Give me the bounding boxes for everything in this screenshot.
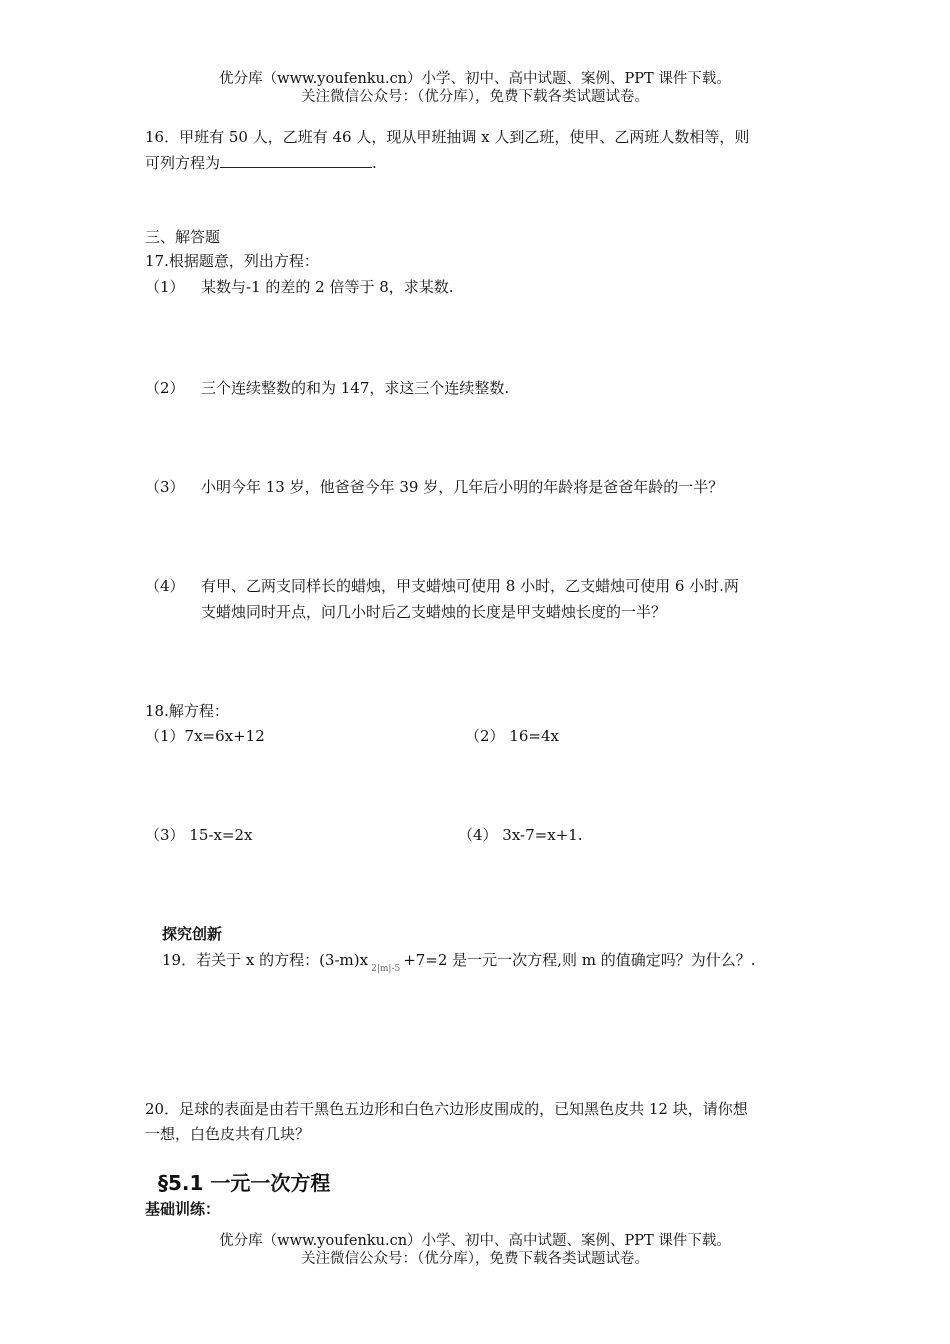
- q16-line-1: 16．甲班有 50 人，乙班有 46 人，现从甲班抽调 x 人到乙班，使甲、乙两班人数相等，则: [145, 128, 750, 146]
- item-text: 小明今年 13 岁，他爸爸今年 39 岁，几年后小明的年龄将是爸爸年龄的一半？: [201, 478, 724, 496]
- q19-prefix: 19．若关于 x 的方程：(3-m)x: [162, 951, 369, 969]
- q19-text: [162, 950, 755, 979]
- q20-line-1: 20．足球的表面是由若干黑色五边形和白色六边形皮围成的，已知黑色皮共 12 块，请你想: [145, 1100, 748, 1118]
- item-text: 某数与-1 的差的 2 倍等于 8，求某数.: [201, 278, 454, 296]
- item-number: （3）: [145, 478, 185, 496]
- footer-line-1: 优分库（www.youfenku.cn）小学、初中、高中试题、案例、PPT 课件下载。: [219, 1233, 731, 1249]
- item-number: （4）: [145, 577, 185, 595]
- item-number: （1）: [145, 278, 185, 296]
- explore-heading: 探究创新: [162, 925, 223, 943]
- q18-eq-1: （1）7x=6x+12: [145, 727, 265, 745]
- q16-line-2: [145, 153, 377, 173]
- q18-title: 18.解方程：: [145, 702, 229, 720]
- q17-title: 17.根据题意，列出方程：: [145, 252, 319, 270]
- q17-item-1: [145, 277, 454, 297]
- answer-blank: [220, 153, 372, 168]
- q18-eq-3: （3） 15-x=2x: [145, 826, 253, 844]
- section-title: §5.1 一元一次方程: [158, 1171, 331, 1195]
- section-heading: 三、解答题: [145, 228, 221, 246]
- q16-suffix: .: [372, 154, 377, 172]
- header-line-2: 关注微信公众号：（优分库），免费下载各类试题试卷。: [301, 89, 649, 105]
- q19-suffix: +7=2 是一元一次方程,则 m 的值确定吗？为什么？.: [403, 951, 756, 969]
- q20-line-2: 一想，白色皮共有几块？: [145, 1125, 311, 1143]
- item-number: （2）: [145, 379, 185, 397]
- q18-eq-4: （4） 3x-7=x+1.: [458, 826, 583, 844]
- header-line-1: 优分库（www.youfenku.cn）小学、初中、高中试题、案例、PPT 课件下载。: [219, 71, 731, 87]
- q19-exponent: 2|m|-5: [371, 964, 401, 974]
- item-text: 有甲、乙两支同样长的蜡烛，甲支蜡烛可使用 8 小时，乙支蜡烛可使用 6 小时.两: [201, 577, 739, 595]
- q18-eq-2: （2） 16=4x: [465, 727, 559, 745]
- q17-item-3: [145, 477, 723, 497]
- q17-item-4-line-2: 支蜡烛同时开点，问几小时后乙支蜡烛的长度是甲支蜡烛长度的一半？: [201, 603, 667, 621]
- basic-training-label: 基础训练：: [145, 1200, 221, 1218]
- q17-item-2: [145, 378, 509, 398]
- q16-prefix: 可列方程为: [145, 154, 221, 172]
- item-text: 三个连续整数的和为 147，求这三个连续整数.: [201, 379, 510, 397]
- q17-item-4: [145, 576, 739, 596]
- footer-line-2: 关注微信公众号：（优分库），免费下载各类试题试卷。: [301, 1251, 649, 1267]
